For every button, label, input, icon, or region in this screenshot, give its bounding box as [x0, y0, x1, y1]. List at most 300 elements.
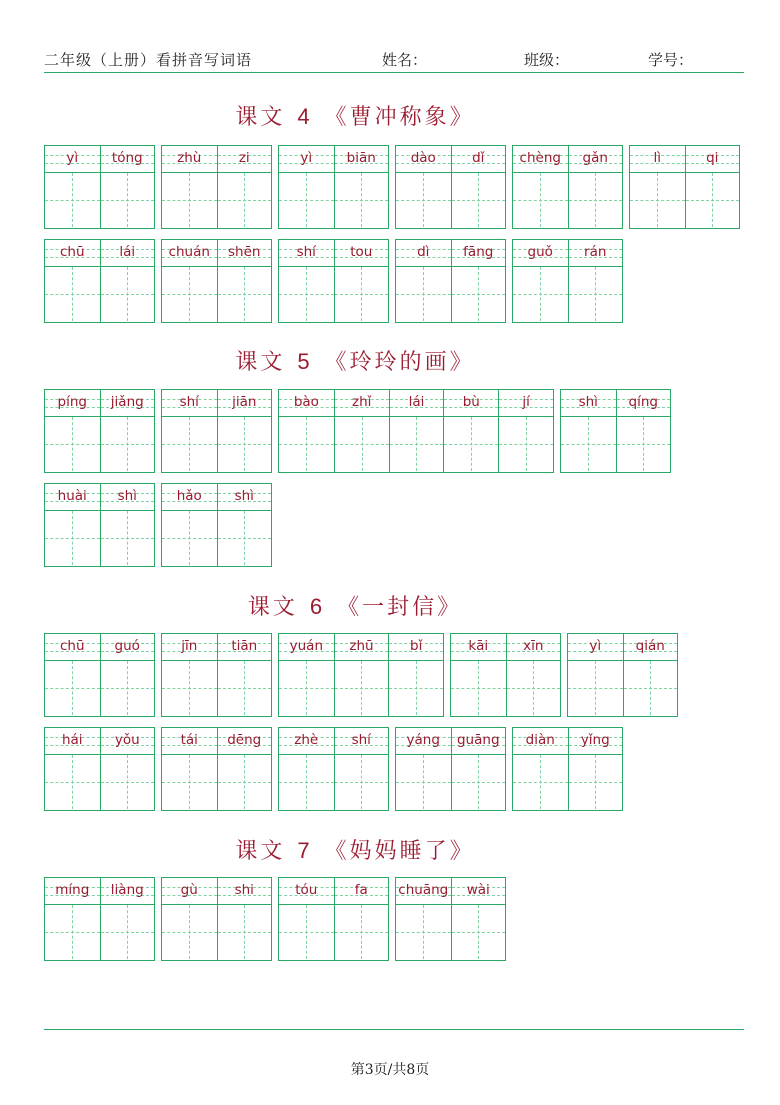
character-cell	[217, 146, 272, 228]
lesson-title	[0, 834, 710, 865]
pinyin-syllable: shí	[351, 732, 371, 748]
character-cell	[45, 484, 100, 566]
writing-grid[interactable]	[396, 755, 451, 809]
pinyin-line	[162, 878, 217, 905]
pinyin-line	[499, 390, 553, 417]
pinyin-line	[452, 240, 506, 267]
word-box	[512, 727, 623, 811]
character-cell	[45, 240, 100, 322]
writing-grid[interactable]	[335, 173, 389, 227]
lesson-number: 5	[297, 349, 313, 374]
character-cell	[100, 728, 155, 810]
word-box	[278, 145, 389, 229]
character-cell	[623, 634, 678, 716]
pinyin-syllable: diàn	[525, 732, 555, 748]
class-label: 班级：	[524, 51, 570, 69]
pinyin-syllable: yì	[66, 150, 79, 166]
writing-grid[interactable]	[624, 661, 678, 715]
word-box	[629, 145, 740, 229]
pinyin-syllable: liàng	[110, 882, 144, 898]
pinyin-syllable: shí	[296, 244, 316, 260]
worksheet-header	[44, 46, 744, 72]
writing-grid[interactable]	[101, 905, 155, 959]
writing-grid[interactable]	[452, 267, 506, 321]
writing-grid[interactable]	[45, 661, 100, 715]
word-box	[161, 483, 272, 567]
pinyin-line	[101, 484, 155, 511]
pinyin-syllable: zhǐ	[351, 394, 372, 410]
word-box	[395, 877, 506, 961]
character-cell	[217, 390, 272, 472]
character-cell	[334, 390, 389, 472]
character-cell	[506, 634, 561, 716]
word-box	[395, 239, 506, 323]
writing-grid[interactable]	[45, 905, 100, 959]
pinyin-line	[45, 728, 100, 755]
character-cell	[279, 390, 334, 472]
character-cell	[100, 484, 155, 566]
pinyin-line	[686, 146, 740, 173]
pinyin-syllable: shì	[117, 488, 137, 504]
writing-grid[interactable]	[45, 417, 100, 471]
pinyin-syllable: lái	[119, 244, 136, 260]
character-cell	[162, 634, 217, 716]
character-cell	[45, 146, 100, 228]
writing-grid[interactable]	[451, 661, 506, 715]
pinyin-syllable: zi	[238, 150, 250, 166]
writing-grid[interactable]	[513, 755, 568, 809]
word-box	[278, 877, 389, 961]
pinyin-syllable: shi	[234, 882, 254, 898]
writing-grid[interactable]	[101, 417, 155, 471]
pinyin-syllable: shēn	[228, 244, 261, 260]
character-cell	[100, 390, 155, 472]
character-cell	[334, 878, 389, 960]
word-box	[44, 633, 155, 717]
pinyin-line	[45, 484, 100, 511]
pinyin-syllable: lì	[653, 150, 661, 166]
writing-grid[interactable]	[513, 267, 568, 321]
character-cell	[388, 634, 443, 716]
character-cell	[685, 146, 740, 228]
character-cell	[451, 878, 506, 960]
word-box	[450, 633, 561, 717]
character-cell	[217, 634, 272, 716]
writing-grid[interactable]	[396, 267, 451, 321]
word-box	[44, 483, 155, 567]
pinyin-line	[396, 240, 451, 267]
writing-grid[interactable]	[45, 755, 100, 809]
writing-grid[interactable]	[279, 267, 334, 321]
word-box	[161, 239, 272, 323]
pinyin-line	[335, 878, 389, 905]
page-number: 第3页/共8页	[350, 1062, 430, 1078]
pinyin-syllable: tóu	[295, 882, 318, 898]
pinyin-line	[162, 240, 217, 267]
pinyin-line	[45, 878, 100, 905]
writing-grid[interactable]	[630, 173, 685, 227]
writing-grid[interactable]	[279, 661, 334, 715]
lesson-prefix: 课文	[235, 350, 286, 375]
writing-grid[interactable]	[45, 267, 100, 321]
pinyin-syllable: dǐ	[472, 150, 485, 166]
character-cell	[451, 240, 506, 322]
character-cell	[630, 146, 685, 228]
writing-grid[interactable]	[513, 173, 568, 227]
pinyin-line	[218, 728, 272, 755]
pinyin-syllable: shí	[179, 394, 199, 410]
pinyin-syllable: bào	[293, 394, 319, 410]
writing-grid[interactable]	[279, 905, 334, 959]
character-cell	[279, 634, 334, 716]
writing-grid[interactable]	[569, 173, 623, 227]
word-box	[278, 633, 444, 717]
character-cell	[568, 728, 623, 810]
pinyin-syllable: wài	[466, 882, 490, 898]
pinyin-syllable: shì	[578, 394, 598, 410]
pinyin-syllable: píng	[57, 394, 87, 410]
writing-grid[interactable]	[45, 173, 100, 227]
pinyin-syllable: jiǎng	[110, 394, 144, 410]
word-box	[44, 389, 155, 473]
pinyin-syllable: qián	[635, 638, 665, 654]
writing-grid[interactable]	[218, 905, 272, 959]
pinyin-line	[630, 146, 685, 173]
writing-grid[interactable]	[335, 417, 389, 471]
character-cell	[389, 390, 444, 472]
pinyin-line	[101, 146, 155, 173]
pinyin-syllable: chuāng	[398, 882, 449, 898]
writing-grid[interactable]	[617, 417, 671, 471]
writing-grid[interactable]	[162, 267, 217, 321]
character-cell	[568, 146, 623, 228]
pinyin-line	[335, 728, 389, 755]
character-cell	[100, 240, 155, 322]
word-box	[161, 727, 272, 811]
pinyin-line	[569, 146, 623, 173]
character-cell	[279, 728, 334, 810]
word-box	[44, 239, 155, 323]
lesson-title	[0, 590, 710, 621]
pinyin-line	[162, 484, 217, 511]
lesson-name: 《曹冲称象》	[324, 105, 475, 130]
writing-grid[interactable]	[507, 661, 561, 715]
character-cell	[162, 484, 217, 566]
character-cell	[451, 634, 506, 716]
pinyin-syllable: qíng	[628, 394, 658, 410]
student-number-label: 学号：	[648, 51, 694, 69]
pinyin-syllable: tou	[350, 244, 373, 260]
pinyin-line	[452, 146, 506, 173]
word-box	[512, 239, 623, 323]
character-cell	[396, 146, 451, 228]
word-box	[161, 389, 272, 473]
pinyin-line	[513, 146, 568, 173]
writing-grid[interactable]	[101, 755, 155, 809]
writing-grid[interactable]	[396, 173, 451, 227]
pinyin-syllable: yì	[589, 638, 602, 654]
pinyin-syllable: dēng	[227, 732, 262, 748]
writing-grid[interactable]	[162, 905, 217, 959]
character-cell	[162, 878, 217, 960]
pinyin-line	[45, 146, 100, 173]
footer-divider	[44, 1029, 744, 1030]
pinyin-line	[45, 240, 100, 267]
pinyin-line	[513, 728, 568, 755]
lesson-number: 7	[297, 838, 313, 863]
character-cell	[162, 146, 217, 228]
pinyin-syllable: zhè	[294, 732, 319, 748]
writing-grid[interactable]	[335, 755, 389, 809]
pinyin-line	[101, 390, 155, 417]
character-cell	[100, 878, 155, 960]
pinyin-syllable: huài	[57, 488, 87, 504]
writing-grid[interactable]	[390, 417, 444, 471]
character-cell	[217, 728, 272, 810]
pinyin-line	[279, 634, 334, 661]
writing-grid[interactable]	[45, 511, 100, 565]
pinyin-syllable: qi	[706, 150, 719, 166]
pinyin-syllable: jiān	[232, 394, 257, 410]
character-cell	[279, 146, 334, 228]
pinyin-syllable: tiān	[231, 638, 258, 654]
pinyin-line	[335, 390, 389, 417]
pinyin-line	[218, 634, 272, 661]
lesson-prefix: 课文	[235, 105, 286, 130]
writing-grid[interactable]	[162, 661, 217, 715]
pinyin-line	[279, 390, 334, 417]
pinyin-syllable: tái	[180, 732, 198, 748]
pinyin-line	[561, 390, 616, 417]
character-cell	[568, 240, 623, 322]
pinyin-line	[513, 240, 568, 267]
writing-grid[interactable]	[335, 661, 389, 715]
pinyin-line	[162, 634, 217, 661]
lesson-name: 《妈妈睡了》	[324, 839, 475, 864]
pinyin-line	[451, 634, 506, 661]
pinyin-syllable: bǐ	[410, 638, 423, 654]
character-cell	[100, 146, 155, 228]
lesson-name: 《一封信》	[337, 595, 463, 620]
pinyin-line	[452, 728, 506, 755]
writing-grid[interactable]	[162, 755, 217, 809]
pinyin-line	[279, 240, 334, 267]
pinyin-line	[218, 878, 272, 905]
writing-grid[interactable]	[101, 511, 155, 565]
pinyin-syllable: rán	[584, 244, 607, 260]
lesson-number: 4	[297, 104, 313, 129]
pinyin-syllable: jīn	[181, 638, 198, 654]
writing-grid[interactable]	[279, 173, 334, 227]
pinyin-line	[279, 146, 334, 173]
writing-grid[interactable]	[499, 417, 553, 471]
pinyin-line	[45, 390, 100, 417]
character-cell	[45, 878, 100, 960]
pinyin-line	[569, 240, 623, 267]
writing-grid[interactable]	[452, 755, 506, 809]
pinyin-line	[101, 728, 155, 755]
character-cell	[513, 240, 568, 322]
word-box	[560, 389, 671, 473]
pinyin-syllable: yuán	[289, 638, 324, 654]
lesson-title	[0, 100, 710, 131]
character-cell	[162, 390, 217, 472]
character-cell	[45, 728, 100, 810]
pinyin-line	[569, 728, 623, 755]
pinyin-syllable: yǐng	[580, 732, 610, 748]
pinyin-line	[101, 240, 155, 267]
word-box	[161, 145, 272, 229]
character-cell	[45, 634, 100, 716]
writing-grid[interactable]	[279, 417, 334, 471]
writing-grid[interactable]	[444, 417, 498, 471]
pinyin-syllable: guó	[114, 638, 140, 654]
pinyin-line	[389, 634, 443, 661]
word-box	[44, 145, 155, 229]
character-cell	[162, 728, 217, 810]
writing-grid[interactable]	[279, 755, 334, 809]
writing-grid[interactable]	[568, 661, 623, 715]
writing-grid[interactable]	[101, 173, 155, 227]
word-box	[278, 389, 554, 473]
character-cell	[162, 240, 217, 322]
writing-grid[interactable]	[162, 173, 217, 227]
word-box	[278, 239, 389, 323]
pinyin-line	[101, 878, 155, 905]
writing-grid[interactable]	[162, 417, 217, 471]
word-box	[44, 727, 155, 811]
word-box	[278, 727, 389, 811]
writing-grid[interactable]	[218, 173, 272, 227]
pinyin-syllable: gù	[180, 882, 198, 898]
pinyin-line	[390, 390, 444, 417]
pinyin-line	[335, 146, 389, 173]
pinyin-syllable: chuán	[168, 244, 210, 260]
character-cell	[45, 390, 100, 472]
writing-grid[interactable]	[389, 661, 443, 715]
pinyin-syllable: míng	[55, 882, 90, 898]
lesson-prefix: 课文	[247, 595, 298, 620]
character-cell	[561, 390, 616, 472]
character-cell	[396, 240, 451, 322]
word-box	[395, 145, 506, 229]
pinyin-line	[218, 240, 272, 267]
pinyin-syllable: chū	[59, 638, 85, 654]
character-cell	[513, 146, 568, 228]
character-cell	[616, 390, 671, 472]
lesson-name: 《玲玲的画》	[324, 350, 475, 375]
word-box	[567, 633, 678, 717]
character-cell	[451, 728, 506, 810]
character-cell	[451, 146, 506, 228]
pinyin-line	[218, 390, 272, 417]
word-box	[512, 145, 623, 229]
writing-grid[interactable]	[162, 511, 217, 565]
word-box	[161, 877, 272, 961]
character-cell	[217, 240, 272, 322]
pinyin-line	[45, 634, 100, 661]
pinyin-line	[162, 390, 217, 417]
character-cell	[279, 240, 334, 322]
pinyin-syllable: fa	[354, 882, 368, 898]
pinyin-line	[507, 634, 561, 661]
character-cell	[334, 146, 389, 228]
pinyin-line	[624, 634, 678, 661]
worksheet-title: 二年级（上册）看拼音写词语	[44, 51, 253, 69]
lesson-title	[0, 345, 710, 376]
writing-grid[interactable]	[101, 661, 155, 715]
writing-grid[interactable]	[452, 173, 506, 227]
writing-grid[interactable]	[686, 173, 740, 227]
name-label: 姓名：	[382, 51, 428, 69]
character-cell	[396, 728, 451, 810]
pinyin-syllable: shì	[234, 488, 254, 504]
writing-grid[interactable]	[218, 755, 272, 809]
word-box	[395, 727, 506, 811]
writing-grid[interactable]	[569, 267, 623, 321]
pinyin-syllable: yǒu	[114, 732, 140, 748]
writing-grid[interactable]	[396, 905, 451, 959]
character-cell	[396, 878, 451, 960]
pinyin-line	[162, 146, 217, 173]
pinyin-syllable: xīn	[523, 638, 544, 654]
writing-grid[interactable]	[101, 267, 155, 321]
pinyin-syllable: zhù	[177, 150, 202, 166]
pinyin-line	[101, 634, 155, 661]
character-cell	[498, 390, 553, 472]
writing-grid[interactable]	[218, 661, 272, 715]
pinyin-line	[335, 240, 389, 267]
character-cell	[513, 728, 568, 810]
writing-grid[interactable]	[218, 267, 272, 321]
pinyin-line	[218, 484, 272, 511]
character-cell	[334, 634, 389, 716]
character-cell	[443, 390, 498, 472]
pinyin-syllable: guāng	[456, 732, 500, 748]
pinyin-syllable: guǒ	[527, 244, 553, 260]
word-box	[44, 877, 155, 961]
writing-grid[interactable]	[452, 905, 506, 959]
pinyin-line	[396, 728, 451, 755]
character-cell	[217, 484, 272, 566]
lesson-prefix: 课文	[235, 839, 286, 864]
pinyin-syllable: lái	[408, 394, 425, 410]
character-cell	[334, 240, 389, 322]
pinyin-syllable: chū	[59, 244, 85, 260]
writing-grid[interactable]	[335, 905, 389, 959]
pinyin-line	[452, 878, 506, 905]
writing-grid[interactable]	[218, 417, 272, 471]
pinyin-syllable: zhū	[349, 638, 374, 654]
pinyin-line	[396, 146, 451, 173]
character-cell	[100, 634, 155, 716]
pinyin-syllable: tóng	[111, 150, 143, 166]
pinyin-line	[568, 634, 623, 661]
writing-grid[interactable]	[335, 267, 389, 321]
pinyin-syllable: bù	[462, 394, 480, 410]
pinyin-line	[617, 390, 671, 417]
pinyin-syllable: kāi	[468, 638, 489, 654]
pinyin-syllable: yì	[300, 150, 313, 166]
pinyin-line	[396, 878, 451, 905]
pinyin-syllable: yáng	[406, 732, 440, 748]
word-box	[161, 633, 272, 717]
writing-grid[interactable]	[218, 511, 272, 565]
pinyin-syllable: dào	[410, 150, 436, 166]
lesson-number: 6	[309, 594, 326, 619]
writing-grid[interactable]	[569, 755, 623, 809]
writing-grid[interactable]	[561, 417, 616, 471]
